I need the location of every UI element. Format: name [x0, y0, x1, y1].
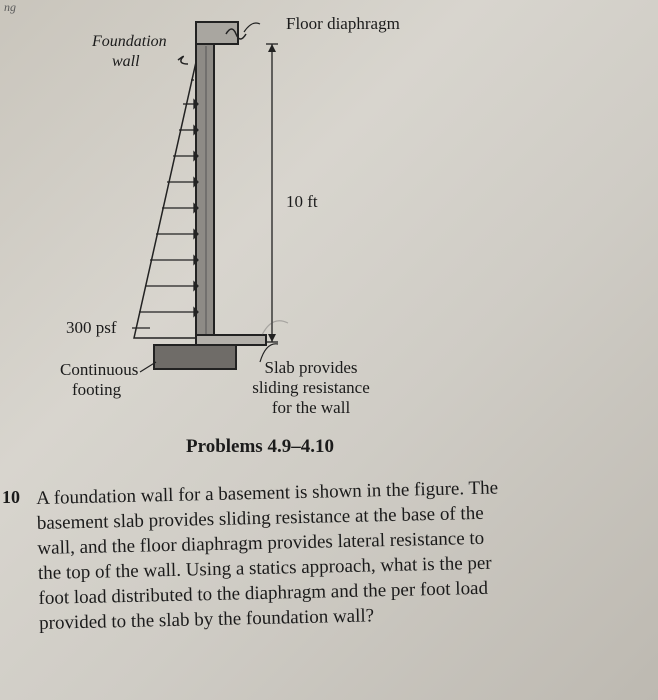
margin-mark: ng	[4, 0, 16, 14]
continuous-footing	[154, 345, 236, 369]
problem-number: 10	[2, 487, 20, 507]
problem-text	[36, 473, 605, 636]
foundation-wall-leader	[178, 56, 188, 64]
pressure-arrows	[139, 80, 198, 316]
foundation-wall-body	[196, 44, 214, 340]
floor-diaphragm-label: Floor diaphragm	[286, 14, 400, 33]
height-label: 10 ft	[286, 192, 318, 211]
problem-line: basement slab provides sliding resistance at the base of the	[36, 502, 484, 534]
foundation-wall-label: Foundation wall	[92, 33, 167, 70]
problem-line: wall, and the floor diaphragm provides lateral resistance to	[37, 527, 485, 559]
problem-line: foot load distributed to the diaphragm and the per foot load	[38, 577, 489, 609]
problem-line: the top of the wall. Using a statics approach, what is the per	[37, 552, 492, 584]
floor-diaphragm-block	[196, 22, 238, 44]
basement-slab	[196, 335, 266, 345]
footing-label: Continuous footing	[60, 360, 139, 399]
figure-caption: Problems 4.9–4.10	[186, 436, 334, 457]
slab-label: Slab provides sliding resistance for the wall	[252, 358, 370, 417]
problem-line: provided to the slab by the foundation wall?	[38, 605, 375, 634]
pressure-label: 300 psf	[66, 318, 117, 337]
problem-line: A foundation wall for a basement is shown in the figure. The	[36, 477, 499, 509]
